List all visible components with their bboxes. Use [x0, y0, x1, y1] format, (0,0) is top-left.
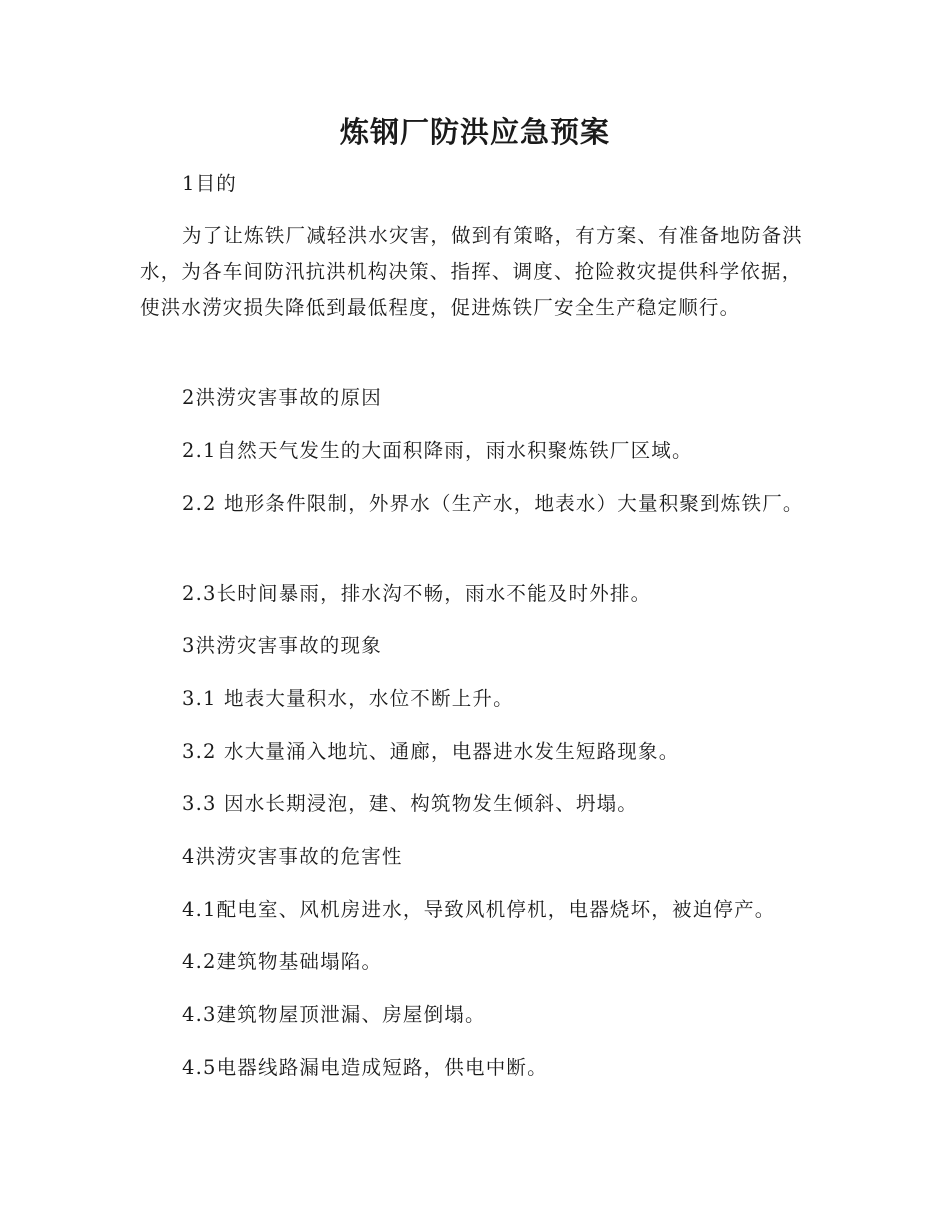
paragraph-4-2: 4.2建筑物基础塌陷。	[182, 950, 383, 973]
paragraph-2-2: 2.2 地形条件限制，外界水（生产水，地表水）大量积聚到炼铁厂。	[182, 492, 804, 515]
section-heading-3: 3洪涝灾害事故的现象	[182, 634, 382, 657]
document-title: 炼钢厂防洪应急预案	[339, 115, 610, 149]
paragraph-4-1: 4.1配电室、风机房进水，导致风机停机，电器烧坏，被迫停产。	[182, 898, 776, 921]
paragraph-purpose: 为了让炼铁厂减轻洪水灾害，做到有策略，有方案、有准备地防备洪水，为各车间防汛抗洪机构决策、指挥、调度、抢险救灾提供科学依据，使洪水涝灾损失降低到最低程度，促进炼铁厂安全生产稳定顺行。	[140, 224, 804, 319]
paragraph-3-1: 3.1 地表大量积水，水位不断上升。	[182, 687, 514, 710]
section-heading-1: 1目的	[182, 172, 238, 195]
paragraph-3-3: 3.3 因水长期浸泡，建、构筑物发生倾斜、坍塌。	[182, 792, 639, 815]
paragraph-3-2: 3.2 水大量涌入地坑、通廊，电器进水发生短路现象。	[182, 740, 680, 763]
paragraph-4-5: 4.5电器线路漏电造成短路，供电中断。	[182, 1056, 548, 1079]
paragraph-4-3: 4.3建筑物屋顶泄漏、房屋倒塌。	[182, 1003, 486, 1026]
section-heading-4: 4洪涝灾害事故的危害性	[182, 845, 403, 868]
paragraph-2-1: 2.1自然天气发生的大面积降雨，雨水积聚炼铁厂区域。	[182, 439, 693, 462]
section-heading-2: 2洪涝灾害事故的原因	[182, 386, 382, 409]
paragraph-2-3: 2.3长时间暴雨，排水沟不畅，雨水不能及时外排。	[182, 582, 652, 605]
